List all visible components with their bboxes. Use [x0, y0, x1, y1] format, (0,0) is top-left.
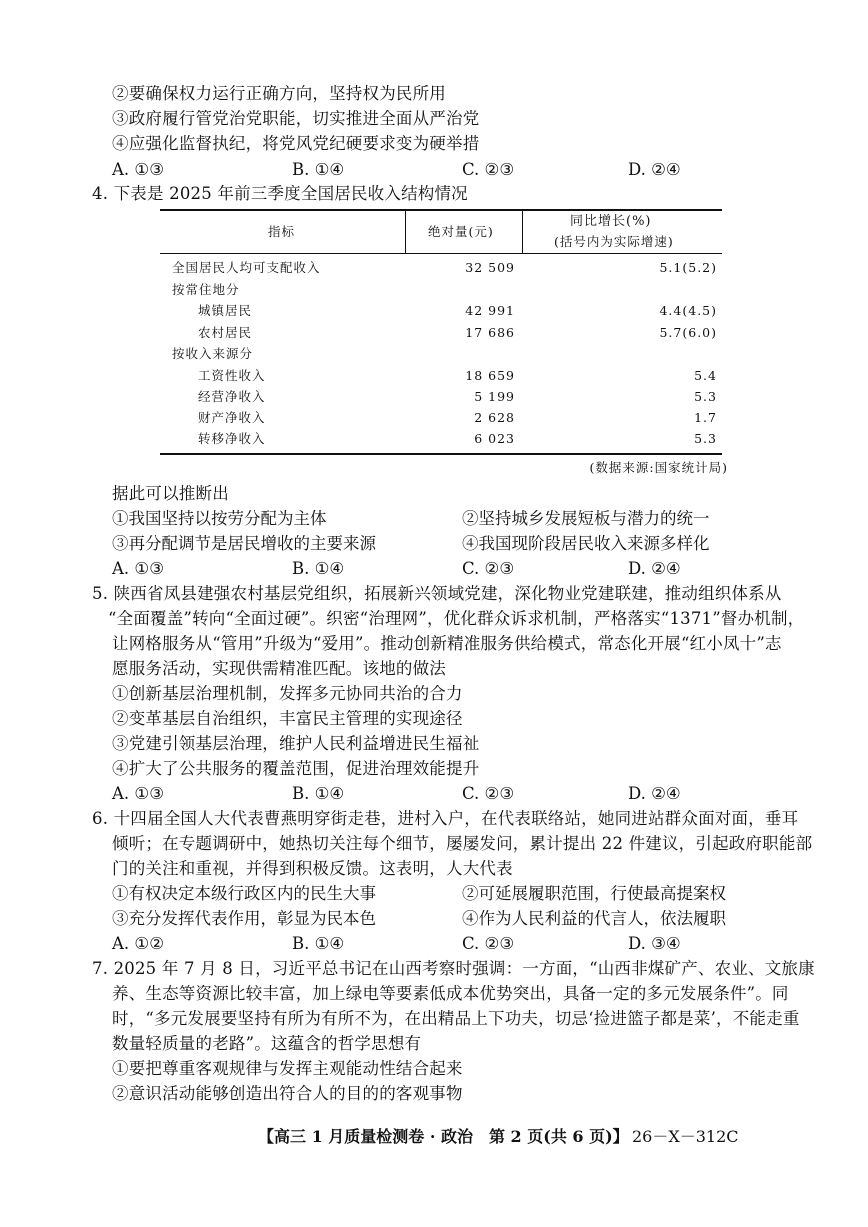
table-row-value: 17 686	[465, 325, 515, 340]
q6-item-4: ④作为人民利益的代言人，依法履职	[462, 909, 726, 928]
q6-option-d: D. ③④	[628, 934, 681, 953]
q3-option-c: C. ②③	[462, 160, 515, 179]
table-source: (数据来源:国家统计局)	[589, 460, 728, 475]
q7-stem-line: 7. 2025 年 7 月 8 日，习近平总书记在山西考察时强调：一方面，“山西非煤矿产、农业、文旅康	[92, 959, 815, 978]
q4-option-b: B. ①④	[292, 559, 345, 578]
q5-item-4: ④扩大了公共服务的覆盖范围，促进治理效能提升	[112, 759, 480, 778]
q3-item-3: ③政府履行管党治党职能，切实推进全面从严治党	[112, 109, 480, 128]
table-row-label: 城镇居民	[198, 303, 253, 318]
q5-option-a: A. ①③	[112, 784, 164, 803]
q6-item-2: ②可延展履职范围，行使最高提案权	[462, 884, 726, 903]
q4-option-a: A. ①③	[112, 559, 164, 578]
table-row-label: 农村居民	[198, 325, 253, 340]
table-header-absolute: 绝对量(元)	[428, 224, 494, 239]
q5-stem-line: “全面覆盖”转向“全面过硬”。织密“治理网”，优化群众诉求机制，严格落实“1371”督办机制，	[108, 609, 805, 628]
q4-prompt: 据此可以推断出	[112, 484, 229, 503]
table-row-growth: 5.3	[694, 431, 717, 446]
table-row-label: 全国居民人均可支配收入	[172, 260, 321, 275]
q4-stem: 4. 下表是 2025 年前三季度全国居民收入结构情况	[92, 184, 468, 203]
q4-item-4: ④我国现阶段居民收入来源多样化	[462, 534, 710, 553]
table-row-value: 2 628	[474, 410, 515, 425]
q3-option-a: A. ①③	[112, 160, 164, 179]
q6-option-a: A. ①②	[112, 934, 164, 953]
q6-option-c: C. ②③	[462, 934, 515, 953]
table-header-indicator: 指标	[268, 224, 296, 239]
table-row-value: 42 991	[465, 303, 515, 318]
table-row-growth: 5.4	[694, 368, 717, 383]
table-row-label: 财产净收入	[198, 410, 266, 425]
q7-stem-line: 数量轻质量的老路”。这蕴含的哲学思想有	[112, 1034, 422, 1053]
table-row-value: 18 659	[465, 368, 515, 383]
q3-item-4: ④应强化监督执纪，将党风党纪硬要求变为硬举措	[112, 134, 480, 153]
q5-stem-line: 让网格服务从“管用”升级为“爱用”。推动创新精准服务供给模式，常态化开展“红小凤十”志	[112, 634, 782, 653]
q5-item-3: ③党建引领基层治理，维护人民利益增进民生福祉	[112, 734, 480, 753]
q5-item-2: ②变革基层自治组织，丰富民主管理的实现途径	[112, 709, 463, 728]
q4-option-d: D. ②④	[628, 559, 681, 578]
q5-option-c: C. ②③	[462, 784, 515, 803]
q6-option-b: B. ①④	[292, 934, 345, 953]
table-row-label: 按收入来源分	[172, 346, 254, 361]
q5-stem-line: 愿服务活动，实现供需精准匹配。该地的做法	[112, 659, 446, 678]
q5-stem-line: 5. 陕西省凤县建强农村基层党组织，拓展新兴领域党建，深化物业党建联建，推动组织体系从	[92, 584, 782, 603]
page-footer-title: 【高三 1 月质量检测卷 · 政治 第 2 页(共 6 页)】	[258, 1127, 629, 1146]
q3-option-d: D. ②④	[628, 160, 681, 179]
table-row-growth: 5.3	[694, 389, 717, 404]
q5-option-b: B. ①④	[292, 784, 345, 803]
q4-item-3: ③再分配调节是居民增收的主要来源	[112, 534, 376, 553]
page-footer-code: 26－X－312C	[632, 1127, 739, 1146]
table-row-growth: 1.7	[694, 410, 717, 425]
q4-option-c: C. ②③	[462, 559, 515, 578]
q7-stem-line: 养、生态等资源比较丰富，加上绿电等要素低成本优势突出，具备一定的多元发展条件”。同	[112, 984, 789, 1003]
table-row-growth: 4.4(4.5)	[659, 303, 717, 318]
q4-item-1: ①我国坚持以按劳分配为主体	[112, 509, 327, 528]
table-row-label: 工资性收入	[198, 368, 266, 383]
q6-stem-line: 6. 十四届全国人大代表曹燕明穿街走巷，进村入户，在代表联络站，她同进站群众面对面，垂耳	[92, 809, 799, 828]
table-row-value: 6 023	[474, 431, 515, 446]
table-row-growth: 5.1(5.2)	[659, 260, 717, 275]
q5-item-1: ①创新基层治理机制，发挥多元协同共治的合力	[112, 684, 463, 703]
q7-stem-line: 时，“多元发展要坚持有所为有所不为，在出精品上下功夫，切忌‘捡进篮子都是菜’，不能走重	[112, 1009, 800, 1028]
q3-option-b: B. ①④	[292, 160, 345, 179]
table-row-value: 5 199	[474, 389, 515, 404]
q7-item-2: ②意识活动能够创造出符合人的目的的客观事物	[112, 1084, 463, 1103]
q6-stem-line: 门的关注和重视，并得到积极反馈。这表明，人大代表	[112, 859, 513, 878]
q7-item-1: ①要把尊重客观规律与发挥主观能动性结合起来	[112, 1059, 463, 1078]
q6-item-3: ③充分发挥代表作用，彰显为民本色	[112, 909, 376, 928]
table-header-growth-note: (括号内为实际增速)	[554, 234, 674, 249]
table-header-growth: 同比增长(%)	[570, 214, 652, 229]
q5-option-d: D. ②④	[628, 784, 681, 803]
q6-stem-line: 倾听；在专题调研中，她热切关注每个细节，屡屡发问，累计提出 22 件建议，引起政府职能部	[112, 834, 813, 853]
table-row-label: 按常住地分	[172, 282, 240, 297]
q4-item-2: ②坚持城乡发展短板与潜力的统一	[462, 509, 710, 528]
q6-item-1: ①有权决定本级行政区内的民生大事	[112, 884, 376, 903]
table-row-label: 经营净收入	[198, 389, 266, 404]
q3-item-2: ②要确保权力运行正确方向，坚持权为民所用	[112, 84, 446, 103]
table-row-value: 32 509	[465, 260, 515, 275]
table-row-label: 转移净收入	[198, 431, 266, 446]
table-row-growth: 5.7(6.0)	[659, 325, 717, 340]
